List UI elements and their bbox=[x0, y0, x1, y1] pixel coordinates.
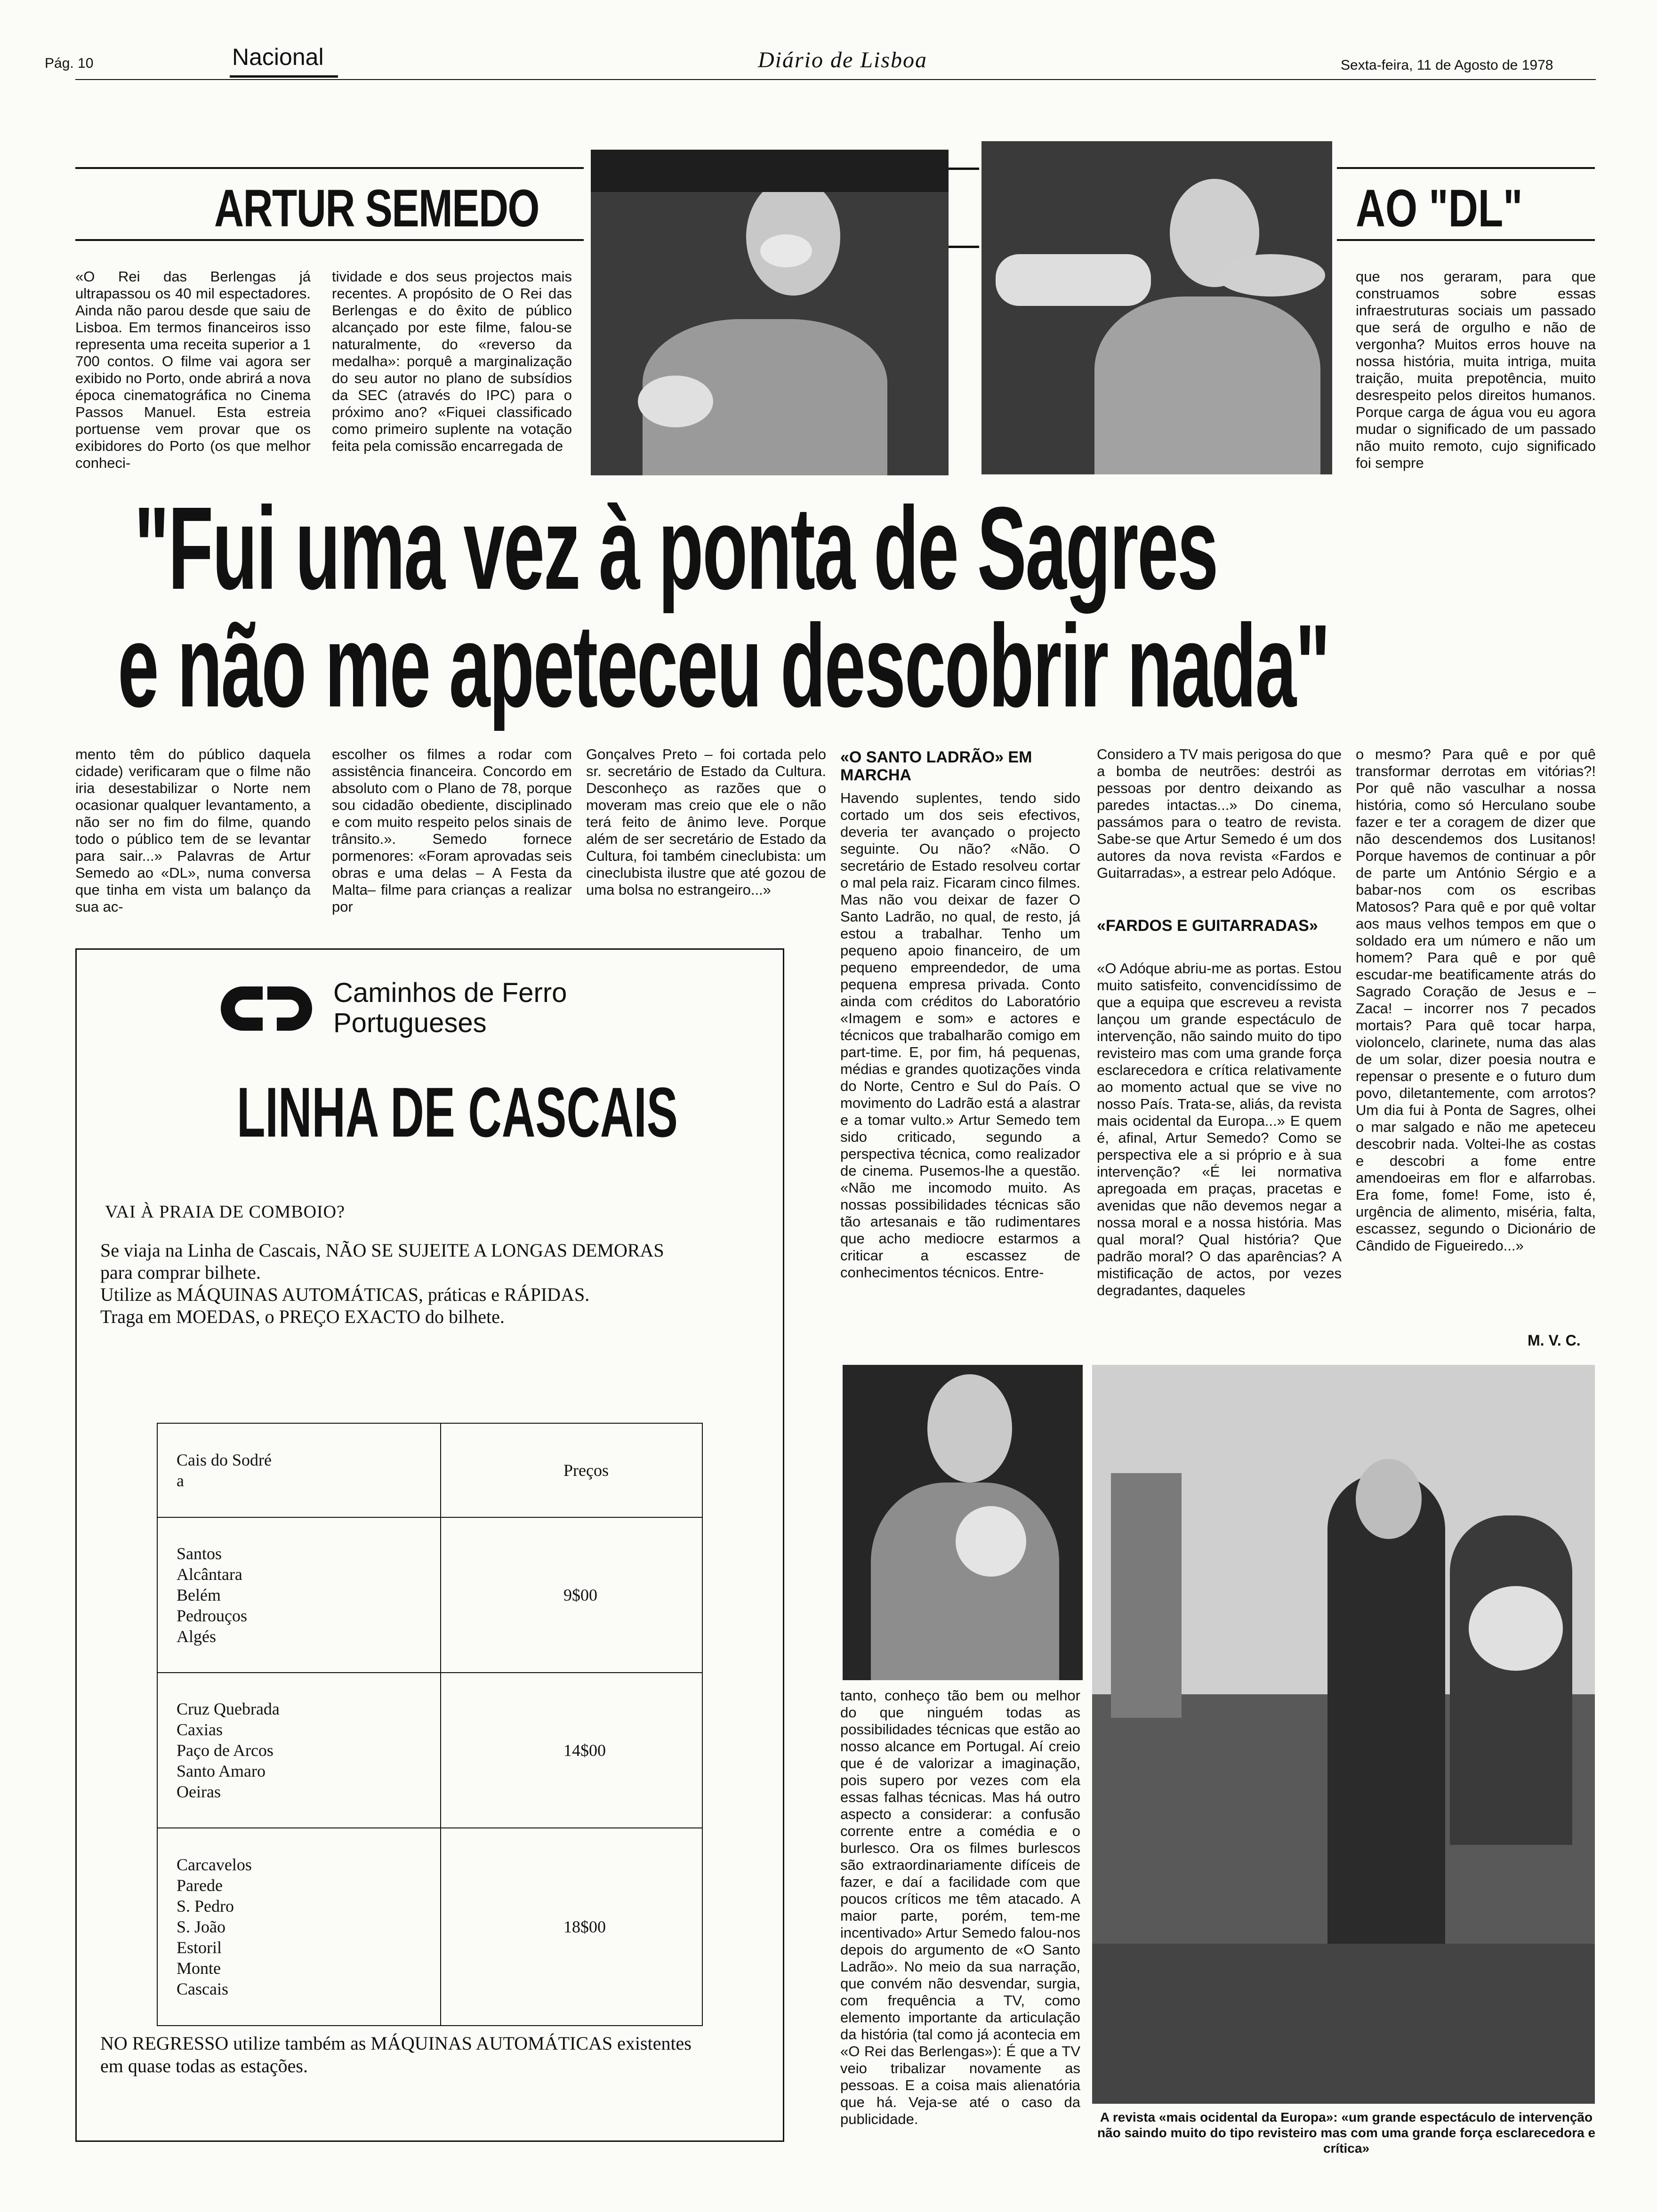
body-col-e2: «O Adóque abriu-me as portas. Estou muito satisfeito, convencidíssimo de que a equipa que escreveu a revista lançou um grande espectáculo de intervenção, não saindo muito do tipo revisteiro mas com uma grande força esclarecedora e crítica relativamente ao momento actual que se vive no nosso País. Trata-se, aliás, da revista mais ocidental da Europa...» E quem é, afinal, Artur Semedo? Como se perspectiva ele a si próprio e à sua intervenção? «É lei normativa apregoada em praças, pracetas e avenidas que não devemos negar a nossa moral e a nossa história. Mas qual moral? Qual história? Que padrão moral? O das aparências? A mistificação de actos, por vezes degradantes, daqueles bbox=[1097, 960, 1342, 1298]
ad-footer-line-2: em quase todas as estações. bbox=[100, 2055, 308, 2076]
photo-revista bbox=[1092, 1365, 1595, 2104]
photo-semedo-right bbox=[981, 141, 1332, 474]
body-col-b: escolher os filmes a rodar com assistência financeira. Concordo em absoluto com o Plano de 78, porque sou cidadão obediente, disciplinado e com muito respeito pelos sinais de trânsito.». Semedo fornece pormenores: «Foram aprovadas seis obras e uma delas – A Festa da Malta– filme para crianças a realizar por bbox=[332, 746, 572, 915]
ad-line-3: Utilize as MÁQUINAS AUTOMÁTICAS, práticas e RÁPIDAS. bbox=[100, 1284, 590, 1305]
dash-mid-2 bbox=[944, 246, 979, 248]
page-number: Pág. 10 bbox=[45, 56, 94, 71]
header-rule bbox=[75, 79, 1596, 80]
table-header-right: Preços bbox=[441, 1423, 702, 1517]
body-col-f: o mesmo? Para quê e por quê transformar derrotas em vitórias?! Por quê não vasculhar a nossa história, como só Herculano soube fazer e ter a coragem de dizer que não descendemos dos Lusitanos! Porque havemos de continuar a pôr de parte um António Sérgio e a babar-nos com os escribas Matosos? Para quê e por quê voltar aos maus velhos tempos em que o soldado era um número e não um homem? Para quê e por quê escudar-me beatificamente atrás do Sagrado Coração de Jesus e – Zaca! – incorrer nos 7 pecados mortais? Para quê tocar harpa, violoncelo, clarinete, numa das alas de um solar, dizer poesia noutra e repensar o presente e o futuro dum povo, diletantemente, com arrotos? Um dia fui à Ponta de Sagres, olhei o mar salgado e não me apeteceu descobrir nada. Voltei-lhe as costas e descobri a fome entre amendoeiras em flor e alfarrobas. Era fome, fome! Fome, isto é, urgência de alimento, miséria, falta, escassez, segundo o Dicionário de Cândido de Figueiredo...» bbox=[1356, 746, 1596, 1254]
body-col-g: tanto, conheço tão bem ou melhor do que ninguém todas as possibilidades técnicas que estão ao nosso alcance em Portugal. Aí creio que é de valorizar a imaginação, pois supero por vezes com ela essas falhas técnicas. Mas há outro aspecto a considerar: a confusão corrente entre a comédia e o burlesco. Ora os filmes burlescos são extraordinariamente difíceis de fazer, e daí a facilidade com que poucos críticos me têm atacado. A maior parte, porém, tem-me incentivado» Artur Semedo falou-nos depois do argumento de «O Santo Ladrão». No meio da sua narração, que convém não desvendar, surgia, com frequência a TV, como elemento importante da articulação da história (tal como já acontecia em «O Rei das Berlengas»): É que a TV veio tribalizar novamente as pessoas. E a coisa mais alienatória que há. Veja-se até o caso da publicidade. bbox=[840, 1687, 1080, 2127]
section-underline bbox=[230, 75, 338, 78]
headline-line-1: "Fui uma vez à ponta de Sagres bbox=[134, 482, 1217, 614]
photo-semedo-left bbox=[591, 150, 949, 475]
intro-col-2: tividade e dos seus projectos mais recentes. A propósito de O Rei das Berlengas e do êxito de público alcançado por este filme, falou-se naturalmente, do «reverso da medalha»: porquê a marginalização do seu autor no plano de subsídios da SEC (através do IPC) para o próximo ano? «Fiquei classificado como primeiro suplente na votação feita pela comissão encarregada de bbox=[332, 268, 572, 454]
cp-logo-icon bbox=[216, 983, 324, 1034]
newspaper-title: Diário de Lisboa bbox=[758, 48, 928, 72]
subhead-santo-ladrao: «O SANTO LADRÃO» EM MARCHA bbox=[840, 748, 1032, 784]
issue-date: Sexta-feira, 11 de Agosto de 1978 bbox=[1341, 57, 1553, 73]
ad-title: LINHA DE CASCAIS bbox=[237, 1073, 678, 1152]
ad-line-2: para comprar bilhete. bbox=[100, 1262, 261, 1283]
ad-line-1: Se viaja na Linha de Cascais, NÃO SE SUJEITE A LONGAS DEMORAS bbox=[100, 1240, 664, 1261]
table-header-left: Cais do Sodré a bbox=[157, 1423, 441, 1517]
intro-col-3: que nos geraram, para que construamos sobre essas infraestruturas sociais um passado que será de orgulho e não de vergonha? Muitos erros houve na nossa história, muita intriga, muita traição, muita prepotência, muito desrespeito pelos direitos humanos. Porque carga de água vou eu agora mudar o significado de um passado não muito remoto, cujo significado foi sempre bbox=[1356, 268, 1596, 471]
price-cell: 14$00 bbox=[441, 1673, 702, 1828]
cp-advertisement bbox=[75, 948, 784, 2142]
cp-company-line-1: Caminhos de Ferro bbox=[333, 978, 567, 1008]
intro-col-1: «O Rei das Berlengas já ultrapassou os 40 mil espectadores. Ainda não parou desde que saiu de Lisboa. Em termos financeiros isso representa uma receita superior a 1 700 contos. O filme vai agora ser exibido no Porto, onde abrirá a nova época cinematográfica no Cinema Passos Manuel. Esta estreia portuense vem provar que os exibidores do Porto (os que melhor conheci- bbox=[75, 268, 311, 471]
stations-cell: Carcavelos Parede S. Pedro S. João Estoril Monte Cascais bbox=[157, 1828, 441, 2026]
body-col-a: mento têm do público daquela cidade) verificaram que o filme não iria desestabilizar o Norte nem ocasionar qualquer levantamento, a não ser no fim do filme, quando todo o público tem de se levantar para sair...» Palavras de Artur Semedo ao «DL», numa conversa que tinha em vista um balanço da sua ac- bbox=[75, 746, 311, 915]
price-cell: 18$00 bbox=[441, 1828, 702, 2026]
kicker-rule-left bbox=[75, 167, 584, 169]
subhead-fardos: «FARDOS E GUITARRADAS» bbox=[1097, 917, 1318, 935]
dash-mid-1 bbox=[944, 168, 979, 170]
kicker-rule-right bbox=[1337, 167, 1595, 169]
body-col-e: Considero a TV mais perigosa do que a bomba de neutrões: destrói as pessoas por dentro deixando as paredes intactas...» Do cinema, passámos para o teatro de revista. Sabe-se que Artur Semedo é um dos autores da nova revista «Fardos e Guitarradas», a estrear pelo Adóque. bbox=[1097, 746, 1342, 881]
kicker-right: AO "DL" bbox=[1356, 179, 1523, 238]
price-cell: 9$00 bbox=[441, 1517, 702, 1673]
table-row bbox=[157, 1423, 702, 1517]
photo-caption: A revista «mais ocidental da Europa»: «um grande espectáculo de intervenção não saindo muito do tipo revisteiro mas com uma grande força esclarecedora e crítica» bbox=[1097, 2110, 1596, 2156]
kicker-left: ARTUR SEMEDO bbox=[214, 179, 539, 238]
table-row bbox=[157, 1673, 702, 1828]
body-col-d: Havendo suplentes, tendo sido cortado um dos seis efectivos, deveria ter avançado o projecto seguinte. Ou não? «Não. O secretário de Estado resolveu cortar o mal pela raiz. Ficaram cinco filmes. Mas não vou deixar de fazer O Santo Ladrão, no qual, de resto, já estou a trabalhar. Tenho um pequeno apoio financeiro, de um pequeno empreendedor, de uma pequena empresa privada. Conto ainda com créditos do Laboratório «Imagem e som» e actores e técnicos que trabalharão comigo em part-time. E, por fim, há pequenas, médias e grandes quotizações vinda do Norte, Centro e Sul do País. O movimento do Ladrão está a alastrar e a tomar vulto.» Artur Semedo tem sido criticado, segundo a perspectiva técnica, como realizador de cinema. Pusemos-lhe a questão. «Não me incomodo muito. As nossas possibilidades técnicas são tão artesanais e tão rudimentares que acho mediocre estarmos a criticar a escassez de conhecimentos técnicos. Entre- bbox=[840, 790, 1080, 1281]
ad-footer-line-1: NO REGRESSO utilize também as MÁQUINAS AUTOMÁTICAS existentes bbox=[100, 2033, 692, 2054]
cp-company-line-2: Portugueses bbox=[333, 1008, 487, 1038]
body-col-c: Gonçalves Preto – foi cortada pelo sr. secretário de Estado da Cultura. Desconheço as razões que o moveram mas creio que ele o não terá feito de ânimo leve. Porque além de ser secretário de Estado da Cultura, foi também cineclubista: um cineclubista ilustre que até gozou de uma bolsa no estrangeiro...» bbox=[586, 746, 826, 898]
stations-cell: Cruz Quebrada Caxias Paço de Arcos Santo Amaro Oeiras bbox=[157, 1673, 441, 1828]
table-row bbox=[157, 1828, 702, 2026]
kicker-rule-left-bottom bbox=[75, 239, 584, 241]
table-row bbox=[157, 1517, 702, 1673]
ad-question: VAI À PRAIA DE COMBOIO? bbox=[105, 1202, 345, 1222]
signature: M. V. C. bbox=[1528, 1332, 1581, 1349]
headline-line-2: e não me apeteceu descobrir nada" bbox=[118, 600, 1329, 731]
kicker-rule-right-bottom bbox=[1337, 239, 1595, 241]
stations-cell: Santos Alcântara Belém Pedrouços Algés bbox=[157, 1517, 441, 1673]
ad-line-4: Traga em MOEDAS, o PREÇO EXACTO do bilhete. bbox=[100, 1306, 505, 1327]
photo-semedo-seated bbox=[843, 1365, 1083, 1680]
section-name: Nacional bbox=[232, 44, 324, 70]
price-table bbox=[157, 1423, 703, 2026]
